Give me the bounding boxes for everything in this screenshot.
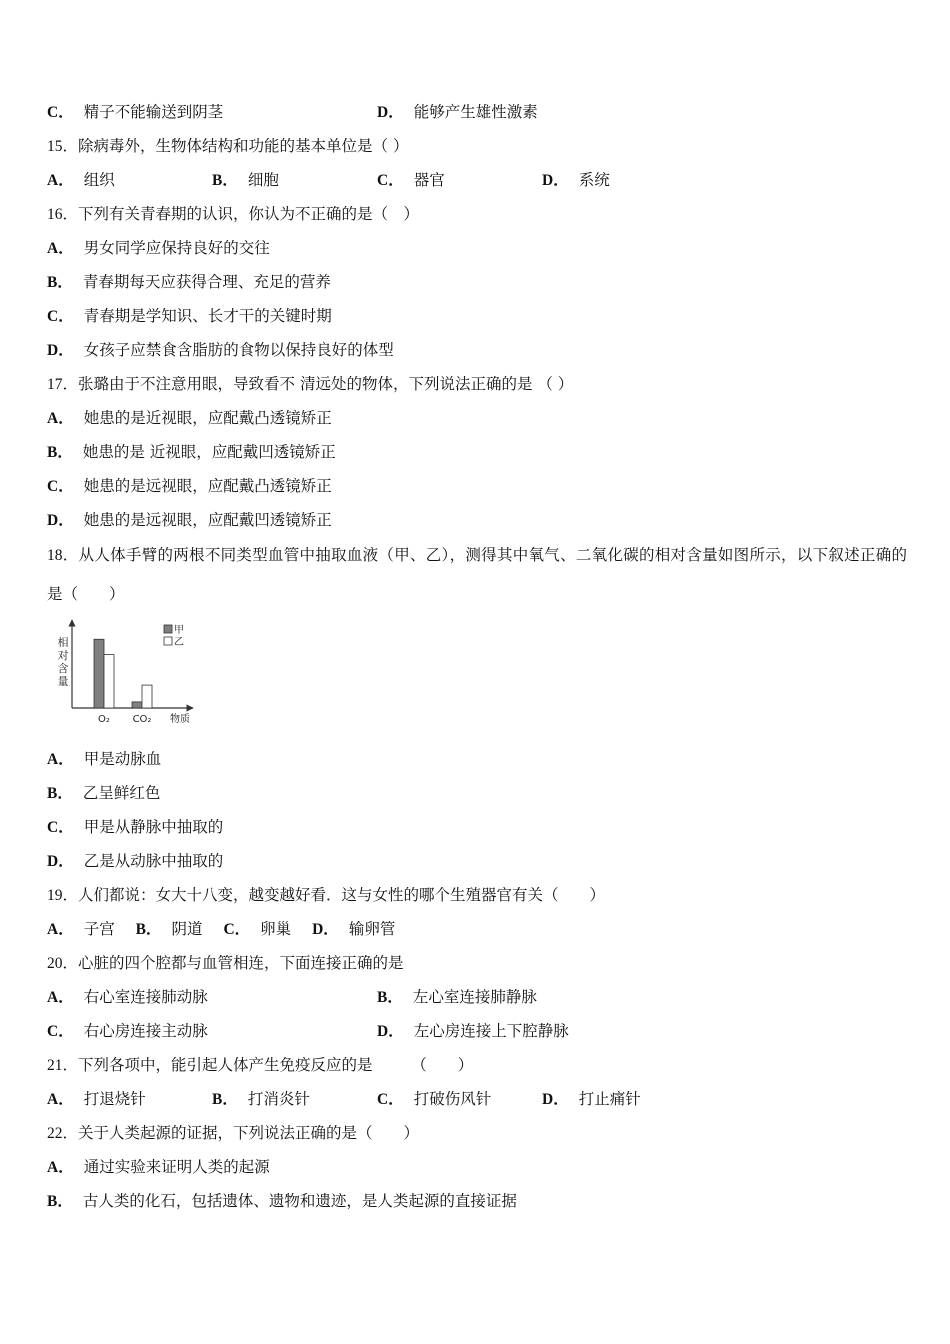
question-18-stem: 18．从人体手臂的两根不同类型血管中抽取血液（甲、乙），测得其中氧气、二氧化碳的相对含量如图所示，以下叙述正确的是（ ） [47,546,907,603]
option-b: B． 青春期每天应获得合理、充足的营养 [47,273,331,291]
question-21-stem: 21．下列各项中，能引起人体产生免疫反应的是 （ ） [47,1056,474,1074]
option-c: C． 精子不能输送到阴茎 [47,103,224,121]
option-a: A． 甲是动脉血 [47,750,162,768]
option-c: C． 青春期是学知识、长才干的关键时期 [47,307,332,325]
legend-swatch-yi [164,637,172,645]
option-a: A． 组织 [47,171,115,189]
question-15-stem: 15．除病毒外，生物体结构和功能的基本单位是（ ） [47,137,409,155]
legend [164,624,184,648]
option-c: C． 她患的是远视眼，应配戴凸透镜矫正 [47,477,332,495]
option-a: A． 打退烧针 [47,1090,146,1108]
x-axis-label: 物质 [170,714,190,725]
option-d: D． 能够产生雄性激素 [377,103,538,121]
question-20-stem: 20．心脏的四个腔都与血管相连，下面连接正确的是 [47,954,404,972]
option-d: D． 女孩子应禁食含脂肪的食物以保持良好的体型 [47,341,394,359]
option-c: C． 打破伤风针 [377,1090,492,1108]
bar-yi-o2 [104,655,114,708]
question-22-stem: 22．关于人类起源的证据，下列说法正确的是（ ） [47,1124,420,1142]
question-19-stem: 19．人们都说：女大十八变，越变越好看．这与女性的哪个生殖器官有关（ ） [47,886,606,904]
option-b: B． 古人类的化石，包括遗体、遗物和遗迹，是人类起源的直接证据 [47,1192,517,1210]
x-tick-label: CO₂ [132,714,152,725]
option-a: A． 右心室连接肺动脉 [47,988,208,1006]
x-tick-label: O₂ [98,714,110,725]
legend-swatch-jia [164,625,172,633]
y-axis-label [58,635,69,688]
y-axis-label-char: 相 [57,636,69,649]
option-b: B． 她患的是 近视眼，应配戴凹透镜矫正 [47,443,336,461]
option-c: C． 器官 [377,171,445,189]
y-axis-label-char: 量 [57,675,69,688]
bar-jia-o2 [94,639,104,708]
option-b: B． 左心室连接肺静脉 [377,988,537,1006]
option-c: C． 卵巢 [223,920,292,938]
question-17-stem: 17．张璐由于不注意用眼，导致看不 清远处的物体，下列说法正确的是 （ ） [47,375,574,393]
option-d: D． 打止痛针 [542,1090,641,1108]
option-d: D． 左心房连接上下腔静脉 [377,1022,569,1040]
option-b: B． 乙呈鲜红色 [47,784,161,802]
option-b: B． 打消炎针 [212,1090,310,1108]
option-c: C． 甲是从静脉中抽取的 [47,818,224,836]
option-d: D． 乙是从动脉中抽取的 [47,852,224,870]
option-b: B． 阴道 [135,920,203,938]
q19-options-row [47,918,395,941]
option-d: D． 系统 [542,171,610,189]
bar-jia-co2 [132,702,142,708]
legend-label-yi: 乙 [174,637,184,648]
option-d: D． 输卵管 [312,920,396,938]
option-c: C． 右心房连接主动脉 [47,1022,208,1040]
option-a: A． 她患的是近视眼，应配戴凸透镜矫正 [47,409,332,427]
y-axis-label-char: 对 [57,649,69,662]
option-b: B． 细胞 [212,171,279,189]
legend-label-jia: 甲 [174,625,184,636]
bar-yi-co2 [142,685,152,708]
option-a: A． 子宫 [47,920,115,938]
option-d: D． 她患的是远视眼，应配戴凹透镜矫正 [47,511,332,529]
option-a: A． 男女同学应保持良好的交往 [47,239,270,257]
option-a: A． 通过实验来证明人类的起源 [47,1158,270,1176]
y-axis-label-char: 含 [57,662,69,675]
question-16-stem: 16．下列有关青春期的认识，你认为不正确的是（ ） [47,205,420,223]
blood-gas-bar-chart [48,618,208,738]
